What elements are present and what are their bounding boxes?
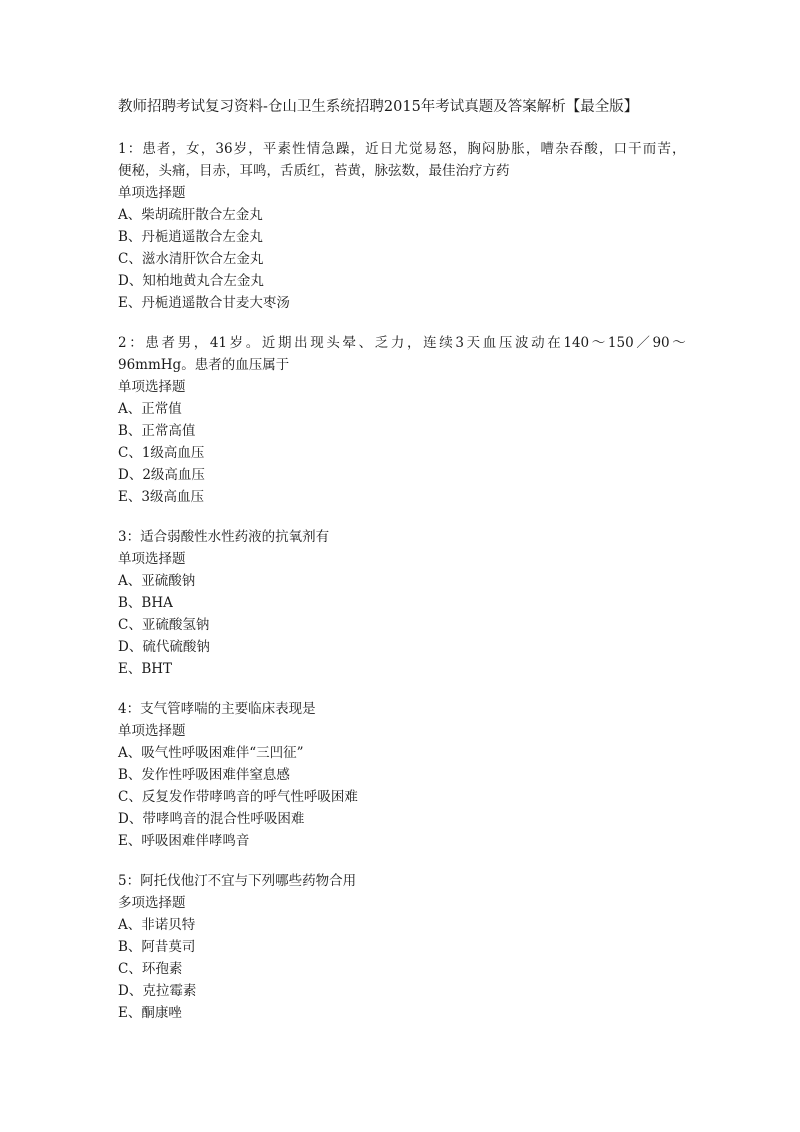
question-2 (118, 332, 686, 508)
question-4 (118, 698, 686, 852)
option-d: D、克拉霉素 (118, 983, 197, 999)
option-e: E、3级高血压 (118, 489, 204, 505)
question-3 (118, 526, 686, 680)
question-type: 单项选择题 (118, 723, 186, 739)
question-stem-line: 3：适合弱酸性水性药液的抗氧剂有 (118, 529, 330, 545)
option-b: B、正常高值 (118, 423, 196, 439)
option-a: A、柴胡疏肝散合左金丸 (118, 207, 263, 223)
option-a: A、吸气性呼吸困难伴“三凹征” (118, 745, 304, 761)
option-c: C、亚硫酸氢钠 (118, 617, 210, 633)
option-e: E、BHT (118, 661, 173, 677)
option-d: D、带哮鸣音的混合性呼吸困难 (118, 811, 305, 827)
question-type: 单项选择题 (118, 379, 186, 395)
option-e: E、酮康唑 (118, 1005, 182, 1021)
option-b: B、BHA (118, 595, 173, 611)
option-d: D、硫代硫酸钠 (118, 639, 210, 655)
question-type: 单项选择题 (118, 185, 186, 201)
question-list (118, 138, 686, 1042)
option-c: C、反复发作带哮鸣音的呼气性呼吸困难 (118, 789, 358, 805)
question-stem-line: 4：支气管哮喘的主要临床表现是 (118, 701, 316, 717)
option-a: A、亚硫酸钠 (118, 573, 196, 589)
question-5 (118, 870, 686, 1024)
question-1 (118, 138, 686, 314)
option-c: C、1级高血压 (118, 445, 205, 461)
option-a: A、非诺贝特 (118, 917, 196, 933)
option-c: C、环孢素 (118, 961, 183, 977)
option-d: D、知柏地黄丸合左金丸 (118, 273, 264, 289)
question-stem-line: 5：阿托伐他汀不宜与下列哪些药物合用 (118, 873, 357, 889)
option-e: E、丹栀逍遥散合甘麦大枣汤 (118, 295, 290, 311)
document-title: 教师招聘考试复习资料-仓山卫生系统招聘2015年考试真题及答案解析【最全版】 (118, 99, 639, 115)
question-type: 单项选择题 (118, 551, 186, 567)
option-b: B、丹栀逍遥散合左金丸 (118, 229, 263, 245)
question-stem-line: 96mmHg。患者的血压属于 (118, 357, 290, 373)
question-type: 多项选择题 (118, 895, 186, 911)
question-stem-line: 便秘，头痛，目赤，耳鸣，舌质红，苔黄，脉弦数，最佳治疗方药 (118, 163, 510, 179)
option-b: B、发作性呼吸困难伴窒息感 (118, 767, 290, 783)
option-d: D、2级高血压 (118, 467, 205, 483)
question-stem-line-justified: 2 ： 患 者 男 ， 41 岁 。 近 期 出 现 头 晕 、 乏 力 ， 连 续 3 天 血 压 波 动 在 140 ～ 150 ／ 90 ～ (118, 335, 686, 351)
question-stem-line-justified: 1 ： 患 者 ， 女 ， 36 岁 ， 平 素 性 情 急 躁 ， 近 日 尤 觉 易 怒 ， 胸 闷 胁 胀 ， 嘈 杂 吞 酸 ， 口 干 而 苦 ， (118, 141, 686, 157)
option-c: C、滋水清肝饮合左金丸 (118, 251, 264, 267)
option-a: A、正常值 (118, 401, 182, 417)
option-b: B、阿昔莫司 (118, 939, 196, 955)
option-e: E、呼吸困难伴哮鸣音 (118, 833, 250, 849)
